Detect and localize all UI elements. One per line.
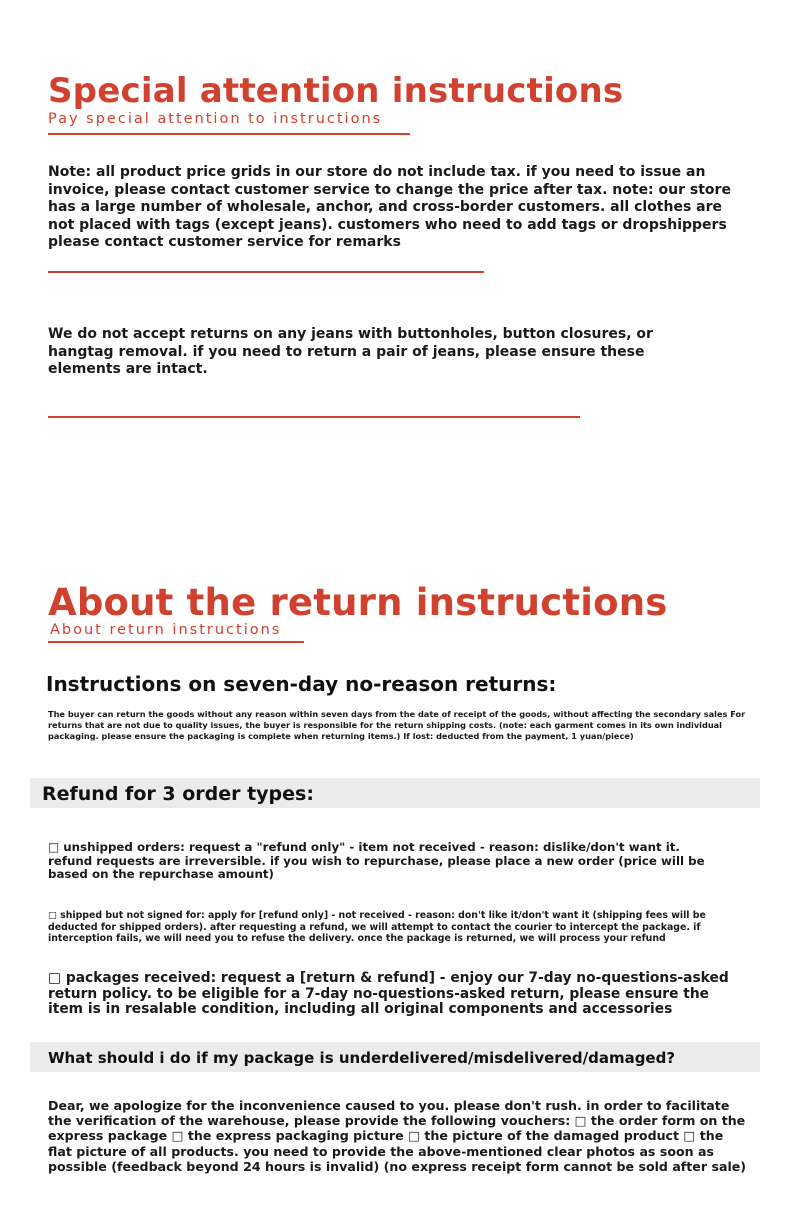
shipped-not-signed-item: □ shipped but not signed for: apply for [refund only] - not received - reason: don't like it/don't want it (shipping fees will be deducted for shipped orders). after requesting a refund, we will attempt to contact the courier to intercept the package. if interception fails, we will need you to refuse the delivery. once the package is returned, we will process your refund	[48, 910, 706, 944]
packages-received-item: □ packages received: request a [return & refund] - enjoy our 7-day no-questions-asked return policy. to be eligible for a 7-day no-questions-asked return, please ensure the item is in resalable condition, including all original components and accessories	[48, 970, 729, 1018]
returns-title: About the return instructions	[48, 581, 668, 624]
special-subtitle: Pay special attention to instructions	[48, 111, 383, 127]
damaged-heading: What should i do if my package is underdelivered/misdelivered/damaged?	[48, 1049, 676, 1067]
seven-day-heading: Instructions on seven-day no-reason returns:	[46, 672, 557, 696]
damaged-paragraph: Dear, we apologize for the inconvenience caused to you. please don't rush. in order to facilitate the verification of the warehouse, please provide the following vouchers: □ the order form on the express package □ the express packaging picture □ the picture of the damaged product □ the flat picture of all products. you need to provide the above-mentioned clear photos as soon as possible (feedback beyond 24 hours is invalid) (no express receipt form cannot be sold after sale)	[48, 1098, 747, 1174]
refund-heading-bar	[30, 778, 760, 808]
jeans-return-paragraph: We do not accept returns on any jeans with buttonholes, button closures, or hangtag removal. if you need to return a pair of jeans, please ensure these elements are intact.	[48, 326, 653, 377]
tax-note-paragraph: Note: all product price grids in our store do not include tax. if you need to issue an invoice, please contact customer service to change the price after tax. note: our store has a large number of wholesale, anchor, and cross-border customers. all clothes are not placed with tags (except jeans). customers who need to add tags or dropshippers please contact customer service for remarks	[48, 164, 731, 250]
special-subtitle-underline	[48, 133, 410, 135]
returns-subtitle-underline	[48, 641, 304, 643]
damaged-heading-bar	[30, 1042, 760, 1072]
divider-2	[48, 416, 580, 418]
divider-1	[48, 271, 484, 273]
unshipped-orders-item: □ unshipped orders: request a "refund only" - item not received - reason: dislike/don't want it. refund requests are irreversible. if you wish to repurchase, please place a new order (price will be based on the repurchase amount)	[48, 840, 705, 881]
returns-subtitle: About return instructions	[50, 622, 282, 638]
special-title: Special attention instructions	[48, 71, 624, 111]
seven-day-paragraph: The buyer can return the goods without any reason within seven days from the date of receipt of the goods, without affecting the secondary sales For returns that are not due to quality issues, the buyer is responsible for the return shipping costs. (note: each garment comes in its own individual packaging. please ensure the packaging is complete when returning items.) If lost: deducted from the payment, 1 yuan/piece)	[48, 709, 746, 741]
refund-heading: Refund for 3 order types:	[42, 783, 314, 805]
